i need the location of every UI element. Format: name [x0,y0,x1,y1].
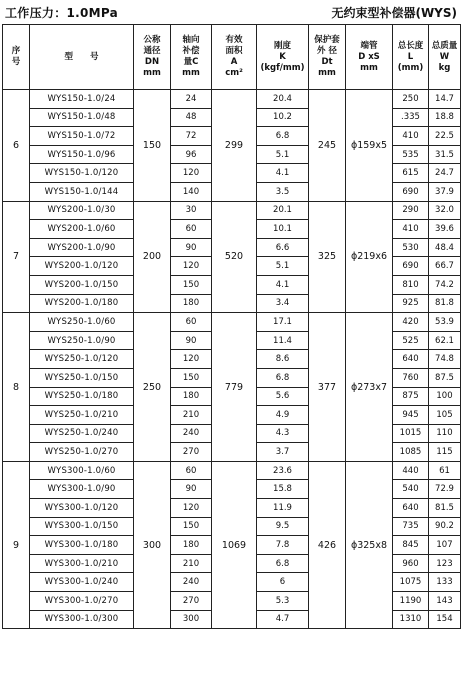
total-length-cell: 420 [393,313,429,332]
model-cell: WYS250-1.0/90 [30,331,134,350]
stiffness-cell: 23.6 [257,461,309,480]
total-length-cell: 875 [393,387,429,406]
model-cell: WYS250-1.0/210 [30,406,134,425]
column-header [134,25,171,90]
table-row [3,461,461,480]
total-length-cell: 540 [393,480,429,499]
group-number: 8 [3,313,30,462]
effective-area-cell: 1069 [212,461,257,628]
axial-compensation-cell: 120 [171,350,212,369]
axial-compensation-cell: 240 [171,573,212,592]
nominal-diameter-cell: 250 [134,313,171,462]
total-mass-cell: 123 [429,554,461,573]
header-row [3,25,461,90]
total-length-cell: 640 [393,350,429,369]
model-cell: WYS250-1.0/240 [30,424,134,443]
column-header [171,25,212,90]
axial-compensation-cell: 60 [171,220,212,239]
total-mass-cell: 74.8 [429,350,461,369]
column-header-line: 刚度 [273,40,291,51]
total-mass-cell: 66.7 [429,257,461,276]
stiffness-cell: 11.9 [257,499,309,518]
model-cell: WYS150-1.0/144 [30,182,134,201]
column-header-line: 端管 [360,40,378,51]
stiffness-cell: 20.1 [257,201,309,220]
axial-compensation-cell: 48 [171,108,212,127]
model-cell: WYS250-1.0/120 [30,350,134,369]
column-header-line: 量C [183,57,199,67]
column-header-line: (mm) [397,62,424,73]
axial-compensation-cell: 270 [171,592,212,611]
column-header-line: (kgf/mm) [260,62,305,73]
column-header-line: 型 号 [64,51,99,62]
document-header [0,0,465,24]
column-header-line: K [279,51,286,62]
sleeve-diameter-cell: 426 [309,461,346,628]
model-cell: WYS150-1.0/96 [30,145,134,164]
axial-compensation-cell: 240 [171,424,212,443]
axial-compensation-cell: 120 [171,257,212,276]
stiffness-cell: 6 [257,573,309,592]
total-mass-cell: 81.5 [429,499,461,518]
column-header [309,25,346,90]
model-cell: WYS300-1.0/120 [30,499,134,518]
total-length-cell: 525 [393,331,429,350]
axial-compensation-cell: 90 [171,238,212,257]
column-header [212,25,257,90]
column-header-line: kg [438,62,451,73]
total-length-cell: 535 [393,145,429,164]
total-mass-cell: 39.6 [429,220,461,239]
column-header-line: 总质量 [431,40,458,51]
total-length-cell: .335 [393,108,429,127]
nominal-diameter-cell: 200 [134,201,171,313]
axial-compensation-cell: 120 [171,164,212,183]
column-header [3,25,30,90]
model-cell: WYS250-1.0/150 [30,368,134,387]
stiffness-cell: 4.1 [257,275,309,294]
total-mass-cell: 133 [429,573,461,592]
total-mass-cell: 143 [429,592,461,611]
model-cell: WYS150-1.0/120 [30,164,134,183]
total-length-cell: 945 [393,406,429,425]
stiffness-cell: 20.4 [257,90,309,109]
stiffness-cell: 5.1 [257,257,309,276]
total-mass-cell: 107 [429,536,461,555]
total-mass-cell: 87.5 [429,368,461,387]
stiffness-cell: 10.1 [257,220,309,239]
effective-area-cell: 779 [212,313,257,462]
column-header-line: W [439,51,450,62]
model-cell: WYS200-1.0/150 [30,275,134,294]
axial-compensation-cell: 60 [171,461,212,480]
stiffness-cell: 11.4 [257,331,309,350]
column-header-line: 补偿 [182,46,200,56]
stiffness-cell: 4.9 [257,406,309,425]
axial-compensation-cell: 270 [171,443,212,462]
nominal-diameter-cell: 300 [134,461,171,628]
stiffness-cell: 3.7 [257,443,309,462]
total-length-cell: 530 [393,238,429,257]
model-cell: WYS300-1.0/60 [30,461,134,480]
model-cell: WYS150-1.0/72 [30,127,134,146]
column-header [346,25,393,90]
stiffness-cell: 5.1 [257,145,309,164]
column-header-line: mm [318,68,336,78]
model-cell: WYS300-1.0/150 [30,517,134,536]
stiffness-cell: 17.1 [257,313,309,332]
column-header [257,25,309,90]
effective-area-cell: 520 [212,201,257,313]
column-header-line: 序 [11,46,21,56]
model-cell: WYS300-1.0/90 [30,480,134,499]
total-mass-cell: 90.2 [429,517,461,536]
total-mass-cell: 62.1 [429,331,461,350]
column-header-line: mm [143,68,161,78]
model-cell: WYS200-1.0/180 [30,294,134,313]
table-body [3,90,461,629]
column-header-line: 保护套 [314,35,340,45]
axial-compensation-cell: 96 [171,145,212,164]
total-length-cell: 845 [393,536,429,555]
group-number: 6 [3,90,30,202]
axial-compensation-cell: 24 [171,90,212,109]
model-cell: WYS300-1.0/180 [30,536,134,555]
total-mass-cell: 18.8 [429,108,461,127]
axial-compensation-cell: 90 [171,331,212,350]
column-header-line: 轴向 [182,35,200,45]
axial-compensation-cell: 180 [171,387,212,406]
total-mass-cell: 105 [429,406,461,425]
total-mass-cell: 24.7 [429,164,461,183]
stiffness-cell: 5.6 [257,387,309,406]
total-length-cell: 1075 [393,573,429,592]
model-cell: WYS250-1.0/60 [30,313,134,332]
end-pipe-cell: ϕ219x6 [346,201,393,313]
axial-compensation-cell: 120 [171,499,212,518]
total-mass-cell: 22.5 [429,127,461,146]
table-row [3,90,461,109]
end-pipe-cell: ϕ159x5 [346,90,393,202]
group-number: 7 [3,201,30,313]
stiffness-cell: 3.4 [257,294,309,313]
axial-compensation-cell: 30 [171,201,212,220]
total-length-cell: 925 [393,294,429,313]
axial-compensation-cell: 210 [171,554,212,573]
nominal-diameter-cell: 150 [134,90,171,202]
end-pipe-cell: ϕ325x8 [346,461,393,628]
sleeve-diameter-cell: 325 [309,201,346,313]
total-length-cell: 735 [393,517,429,536]
total-mass-cell: 48.4 [429,238,461,257]
total-length-cell: 1085 [393,443,429,462]
stiffness-cell: 5.3 [257,592,309,611]
model-cell: WYS300-1.0/240 [30,573,134,592]
effective-area-cell: 299 [212,90,257,202]
sleeve-diameter-cell: 245 [309,90,346,202]
axial-compensation-cell: 300 [171,610,212,629]
model-cell: WYS150-1.0/24 [30,90,134,109]
total-length-cell: 760 [393,368,429,387]
total-length-cell: 690 [393,182,429,201]
total-length-cell: 290 [393,201,429,220]
stiffness-cell: 9.5 [257,517,309,536]
group-number: 9 [3,461,30,628]
column-header-line: DN [144,57,160,67]
model-cell: WYS200-1.0/90 [30,238,134,257]
sleeve-diameter-cell: 377 [309,313,346,462]
stiffness-cell: 10.2 [257,108,309,127]
model-cell: WYS150-1.0/48 [30,108,134,127]
total-length-cell: 640 [393,499,429,518]
total-mass-cell: 115 [429,443,461,462]
model-cell: WYS300-1.0/300 [30,610,134,629]
total-length-cell: 615 [393,164,429,183]
column-header [393,25,429,90]
column-header [30,25,134,90]
total-length-cell: 1310 [393,610,429,629]
column-header-line: mm [360,62,378,73]
total-length-cell: 690 [393,257,429,276]
total-mass-cell: 110 [429,424,461,443]
total-mass-cell: 72.9 [429,480,461,499]
model-cell: WYS200-1.0/30 [30,201,134,220]
axial-compensation-cell: 180 [171,294,212,313]
total-mass-cell: 61 [429,461,461,480]
total-mass-cell: 154 [429,610,461,629]
total-length-cell: 810 [393,275,429,294]
table-header [3,25,461,90]
total-length-cell: 440 [393,461,429,480]
total-length-cell: 410 [393,127,429,146]
column-header-line: 公称 [143,35,161,45]
total-length-cell: 410 [393,220,429,239]
total-mass-cell: 74.2 [429,275,461,294]
axial-compensation-cell: 210 [171,406,212,425]
axial-compensation-cell: 150 [171,517,212,536]
total-length-cell: 1015 [393,424,429,443]
model-cell: WYS300-1.0/270 [30,592,134,611]
axial-compensation-cell: 140 [171,182,212,201]
document-title: 无约束型补偿器(WYS) [331,6,457,20]
model-cell: WYS250-1.0/180 [30,387,134,406]
total-length-cell: 250 [393,90,429,109]
total-mass-cell: 37.9 [429,182,461,201]
total-mass-cell: 32.0 [429,201,461,220]
stiffness-cell: 6.8 [257,368,309,387]
model-cell: WYS200-1.0/120 [30,257,134,276]
model-cell: WYS250-1.0/270 [30,443,134,462]
column-header-line: 有效 [225,35,243,45]
stiffness-cell: 15.8 [257,480,309,499]
end-pipe-cell: ϕ273x7 [346,313,393,462]
total-length-cell: 1190 [393,592,429,611]
column-header-line: mm [182,68,200,78]
axial-compensation-cell: 60 [171,313,212,332]
table-row [3,313,461,332]
axial-compensation-cell: 150 [171,368,212,387]
stiffness-cell: 7.8 [257,536,309,555]
stiffness-cell: 3.5 [257,182,309,201]
axial-compensation-cell: 90 [171,480,212,499]
total-mass-cell: 81.8 [429,294,461,313]
column-header-line: L [407,51,414,62]
column-header-line: D xS [358,51,380,62]
stiffness-cell: 4.7 [257,610,309,629]
column-header-line: 外 径 [317,46,337,56]
total-length-cell: 960 [393,554,429,573]
axial-compensation-cell: 72 [171,127,212,146]
stiffness-cell: 4.1 [257,164,309,183]
stiffness-cell: 6.8 [257,554,309,573]
spec-table [2,24,461,629]
model-cell: WYS200-1.0/60 [30,220,134,239]
table-row [3,201,461,220]
column-header-line: 面积 [225,46,243,56]
column-header-line: A [230,57,238,67]
column-header-line: Dt [321,57,333,67]
total-mass-cell: 14.7 [429,90,461,109]
column-header [429,25,461,90]
column-header-line: cm² [225,68,243,78]
axial-compensation-cell: 150 [171,275,212,294]
column-header-line: 总长度 [397,40,424,51]
stiffness-cell: 4.3 [257,424,309,443]
stiffness-cell: 6.8 [257,127,309,146]
working-pressure-label: 工作压力：1.0MPa [5,6,119,20]
total-mass-cell: 100 [429,387,461,406]
total-mass-cell: 53.9 [429,313,461,332]
column-header-line: 通径 [143,46,161,56]
axial-compensation-cell: 180 [171,536,212,555]
total-mass-cell: 31.5 [429,145,461,164]
model-cell: WYS300-1.0/210 [30,554,134,573]
stiffness-cell: 6.6 [257,238,309,257]
stiffness-cell: 8.6 [257,350,309,369]
column-header-line: 号 [11,57,21,67]
